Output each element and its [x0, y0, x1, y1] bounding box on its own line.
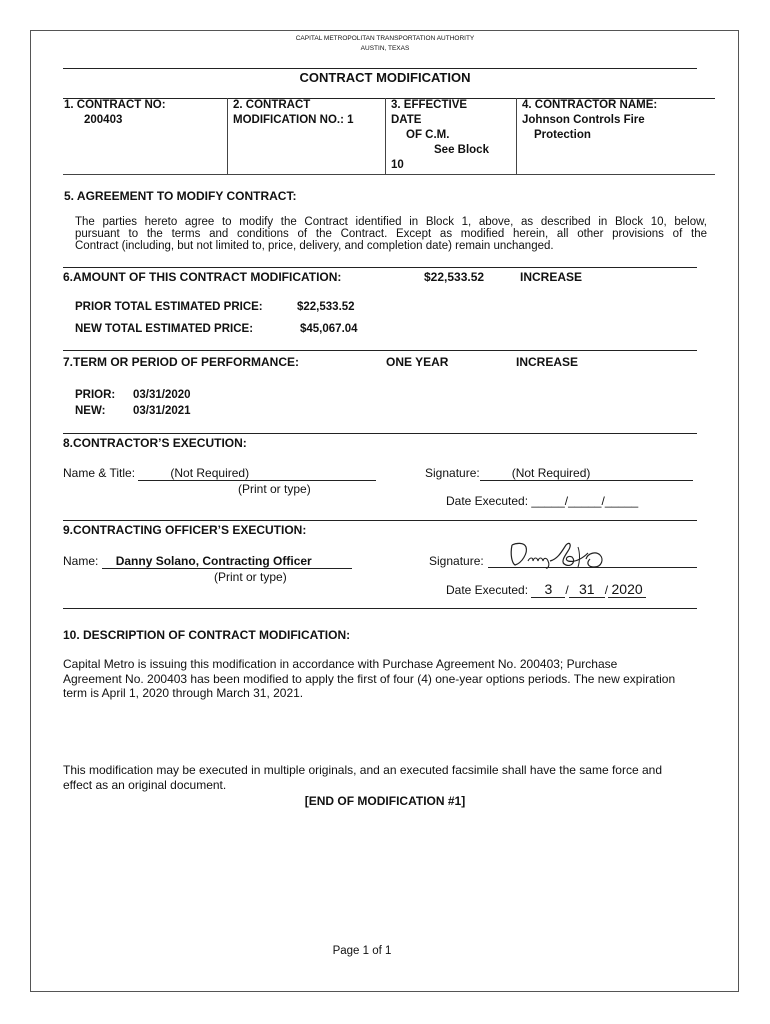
contractor-date-row: [446, 494, 638, 508]
page-title: CONTRACT MODIFICATION: [299, 70, 471, 85]
table-divider: [385, 98, 386, 174]
section6-change: INCREASE: [520, 270, 583, 284]
block4-value-line2: Protection: [534, 129, 591, 141]
officer-date-year: 2020: [608, 581, 646, 598]
officer-signature-label: Signature:: [429, 554, 484, 568]
page-number: Page 1 of 1: [332, 945, 392, 957]
section5-line3: Contract (including, but not limited to, price, delivery, and completion date) remain unchanged.: [75, 240, 554, 252]
section10-paragraph2: [63, 763, 713, 792]
prior-term-label: PRIOR:: [75, 389, 116, 401]
section10-p2-line1: This modification may be executed in multiple originals, and an executed facsimile shall have the same force and: [63, 763, 662, 777]
authority-name: CAPITAL METROPOLITAN TRANSPORTATION AUTHORITY: [295, 35, 475, 42]
block4-value-line1: Johnson Controls Fire: [522, 114, 645, 126]
section-rule: [63, 608, 697, 609]
section-rule: [63, 520, 697, 521]
new-price-label: NEW TOTAL ESTIMATED PRICE:: [75, 323, 254, 335]
section7-term: ONE YEAR: [386, 355, 449, 369]
block3-line1: 3. EFFECTIVE: [391, 99, 468, 111]
officer-name-label: Name:: [63, 554, 99, 568]
section6-title: 6.AMOUNT OF THIS CONTRACT MODIFICATION:: [63, 270, 342, 284]
officer-signature-image: [506, 537, 616, 571]
block1-value: 200403: [84, 114, 123, 126]
end-of-modification: [END OF MODIFICATION #1]: [304, 794, 466, 808]
section10-p2-line2: effect as an original document.: [63, 777, 227, 792]
block1-contract-no: [64, 98, 166, 128]
new-term-value: 03/31/2021: [133, 405, 191, 417]
section5-text: [75, 216, 707, 252]
officer-print-hint: (Print or type): [214, 570, 287, 584]
block2-value: 1: [347, 114, 354, 126]
section7-change: INCREASE: [516, 355, 579, 369]
section10-p1-line2: Agreement No. 200403 has been modified to apply the first of four (4) one-year options periods. The new expiration: [63, 671, 676, 686]
contractor-date-label: Date Executed:: [446, 494, 529, 508]
table-divider: [516, 98, 517, 174]
section5-title: 5. AGREEMENT TO MODIFY CONTRACT:: [64, 189, 297, 203]
contractor-print-hint: (Print or type): [238, 482, 311, 496]
date-separator: /: [565, 583, 569, 597]
contractor-signature-row: [425, 466, 693, 481]
contractor-date-value: _____/_____/_____: [531, 494, 639, 508]
section10-paragraph1: [63, 657, 713, 701]
officer-date-row: [446, 581, 646, 598]
block4-label: 4. CONTRACTOR NAME:: [522, 99, 658, 111]
new-price-value: $45,067.04: [300, 323, 358, 335]
block3-line4: See Block: [434, 144, 489, 156]
contractor-signature-label: Signature:: [425, 466, 480, 480]
table-bottom-rule: [63, 174, 715, 175]
contractor-signature-value: (Not Required): [511, 466, 591, 480]
prior-price-label: PRIOR TOTAL ESTIMATED PRICE:: [75, 301, 263, 313]
section9-title: 9.CONTRACTING OFFICER’S EXECUTION:: [63, 523, 307, 537]
officer-name-row: [63, 554, 352, 569]
section5-line1: The parties hereto agree to modify the Contract identified in Block 1, above, as described in Block 10, below,: [75, 216, 707, 228]
contractor-name-field: [138, 466, 376, 481]
section-rule: [63, 433, 697, 434]
date-separator: /: [604, 583, 609, 597]
block3-line3: OF C.M.: [406, 129, 450, 141]
section-rule: [63, 267, 697, 268]
section8-title: 8.CONTRACTOR’S EXECUTION:: [63, 436, 247, 450]
contractor-name-row: [63, 466, 376, 481]
officer-date-label: Date Executed:: [446, 583, 529, 597]
section-rule: [63, 350, 697, 351]
block2-label-line1: 2. CONTRACT: [233, 99, 311, 111]
section10-p1-line1: Capital Metro is issuing this modification in accordance with Purchase Agreement No. 200403; Purchase: [63, 657, 618, 671]
officer-signature: [506, 537, 616, 571]
officer-name-field: [102, 554, 352, 569]
contractor-name-label: Name & Title:: [63, 466, 136, 480]
section5-line2: pursuant to the terms and conditions of the Contract. Except as modified herein, all other provisions of the: [75, 228, 707, 240]
section10-title: 10. DESCRIPTION OF CONTRACT MODIFICATION:: [63, 628, 351, 642]
officer-date-month: 3: [531, 581, 565, 598]
contractor-name-value: (Not Required): [170, 466, 250, 480]
section7-title: 7.TERM OR PERIOD OF PERFORMANCE:: [63, 355, 300, 369]
block3-line5: 10: [391, 159, 404, 171]
block3-effective-date: [391, 98, 489, 173]
section10-p1-line3: term is April 1, 2020 through March 31, 2021.: [63, 686, 304, 700]
header-rule: [63, 68, 697, 69]
new-term-label: NEW:: [75, 405, 106, 417]
table-divider: [227, 98, 228, 174]
prior-term-value: 03/31/2020: [133, 389, 191, 401]
block3-line2: DATE: [391, 114, 422, 126]
section6-amount: $22,533.52: [424, 270, 485, 284]
officer-date-day: 31: [569, 581, 605, 598]
block2-modification-no: [233, 98, 354, 128]
officer-name-value: Danny Solano, Contracting Officer: [115, 554, 312, 568]
block4-contractor-name: [522, 98, 657, 143]
contractor-signature-field: [480, 466, 693, 481]
block2-label-line2: MODIFICATION NO.:: [233, 114, 348, 126]
block1-label: 1. CONTRACT NO:: [64, 99, 166, 111]
authority-location: AUSTIN, TEXAS: [360, 45, 410, 52]
prior-price-value: $22,533.52: [297, 301, 355, 313]
